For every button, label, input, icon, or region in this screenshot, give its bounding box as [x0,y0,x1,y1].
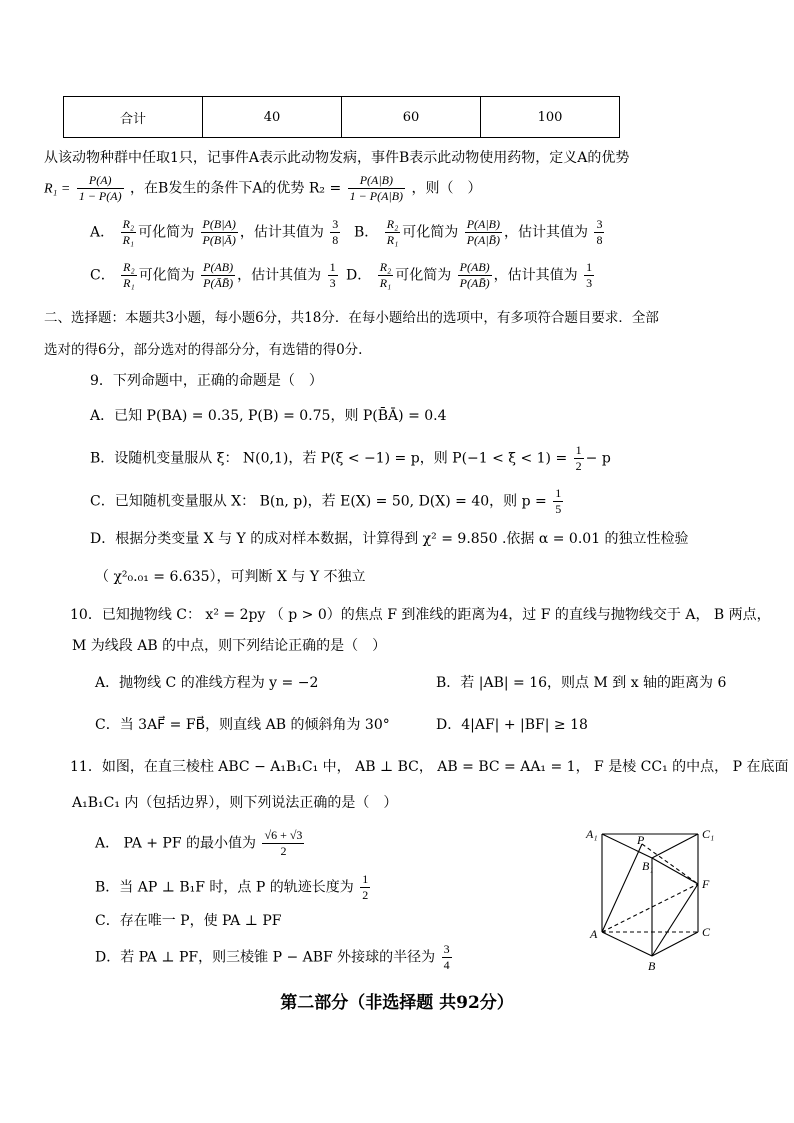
q8-option-a: A． $\frac{\text{R₂}}{\text{R₁}}$ 可化简为 $\frac{P(B|A)}{P(B|Ā)}$ ，估计其值为 $\frac{3}{8}$ [90,217,339,247]
part2-title: 第二部分（非选择题 共92分） [280,993,514,1013]
q8-option-d: D． $\frac{\text{R₂}}{\text{R₁}}$ 可化简为 $\frac{P(AB)}{P(AB̄)}$ ，估计其值为 $\frac{1}{3}$ [346,260,593,290]
table-row [64,97,620,138]
q9-option-d-line1: D．根据分类变量 X 与 Y 的成对样本数据，计算得到 χ² = 9.850 .依据 α = 0.01 的独立性检验 [90,531,689,547]
q9-option-b: B．设随机变量服从 ξ： N(0,1)，若 P(ξ < −1) = p，则 P(−1 < ξ < 1) = $\frac{1}{2}$ − p [90,443,611,473]
table-cell: 60 [342,97,481,138]
section2-line1: 二、选择题：本题共3小题，每小题6分，共18分．在每小题给出的选项中，有多项符合题目要求．全部 [44,310,659,326]
q10-option-a: A．抛物线 C 的准线方程为 y = −2 [95,675,319,691]
r1-label: R₁ = [44,181,71,197]
q11-option-a: A． PA + PF 的最小值为 $\frac{√6 + √3}{2}$ [95,828,303,858]
q9-stem: 9．下列命题中，正确的命题是（ ） [90,373,323,389]
label-c1: C₁ [702,827,715,841]
q8-definition-line [44,173,482,204]
q10-option-d: D．4|AF| + |BF| ≥ 18 [436,717,588,733]
prism-figure [580,822,730,972]
table-cell: 合计 [64,97,203,138]
q8-option-b: B． $\frac{\text{R₂}}{\text{R₁}}$ 可化简为 $\frac{P(A|B)}{P(A|B̄)}$ ，估计其值为 $\frac{3}{8}$ [354,217,603,247]
q8-option-c: C． $\frac{\text{R₂}}{\text{R₁}}$ 可化简为 $\frac{P(AB)}{P(ĀB̄)}$ ，估计其值为 $\frac{1}{3}$ [90,260,336,290]
edge-b1c1 [652,834,698,858]
table-cell: 40 [203,97,342,138]
segment-af [602,884,698,932]
segment-b1f [652,858,698,884]
label-a1: A₁ [586,827,598,841]
label-f: F [702,877,710,891]
label-c: C [702,925,711,939]
label-a: A [590,927,598,941]
section2-line2: 选对的得6分，部分选对的得部分分，有选错的得0分. [44,342,363,358]
q10-stem-line2: M 为线段 AB 的中点，则下列结论正确的是（ ） [72,638,387,654]
q11-option-c: C．存在唯一 P，使 PA ⊥ PF [95,913,282,929]
q11-option-d: D．若 PA ⊥ PF，则三棱锥 P − ABF 外接球的半径为 $\frac{3}{4}$ [95,942,450,972]
q11-option-b: B．当 AP ⊥ B₁F 时，点 P 的轨迹长度为 $\frac{1}{2}$ [95,872,369,902]
table-cell: 100 [481,97,620,138]
edge-bc [652,932,698,956]
q10-stem-line1: 10．已知抛物线 C： x² = 2py （ p > 0）的焦点 F 到准线的距离为4，过 F 的直线与抛物线交于 A， B 两点， [70,607,771,623]
r2-fraction: $\frac{P(A|B)}{1 - P(A|B)}$ [349,173,404,203]
q11-stem-line2: A₁B₁C₁ 内（包括边界），则下列说法正确的是（ ） [72,795,398,811]
label-b: B [648,959,656,972]
q9-option-d-line2: （ χ²₀.₀₁ = 6.635），可判断 X 与 Y 不独立 [95,569,366,585]
segment-pa [602,844,642,932]
q8-intro: 从该动物种群中任取1只，记事件A表示此动物发病，事件B表示此动物使用药物，定义A的优势 [44,150,630,166]
label-b1: B₁ [642,859,654,873]
summary-table [63,96,620,138]
q9-option-c: C．已知随机变量服从 X： B(n, p)，若 E(X) = 50, D(X) = 40，则 p = $\frac{1}{5}$ [90,486,562,516]
q8-tail: ，则（ ） [411,180,482,197]
segment-bf [652,884,698,956]
label-p: P [637,833,645,847]
q10-option-b: B．若 |AB| = 16，则点 M 到 x 轴的距离为 6 [436,675,727,691]
r1-fraction: $\frac{P(A)}{1 - P(A)}$ [78,173,122,203]
q8-mid-text: ，在B发生的条件下A的优势 R₂ = [130,180,342,197]
edge-ab [602,932,652,956]
q10-option-c: C．当 3AF⃗ = FB⃗，则直线 AB 的倾斜角为 30° [95,717,390,733]
q11-stem-line1: 11．如图，在直三棱柱 ABC − A₁B₁C₁ 中， AB ⊥ BC， AB = BC = AA₁ = 1， F 是棱 CC₁ 的中点， P 在底面 [70,759,789,775]
q9-option-a: A．已知 P(BA) = 0.35, P(B) = 0.75，则 P(B̄Ā) = 0.4 [90,408,447,424]
